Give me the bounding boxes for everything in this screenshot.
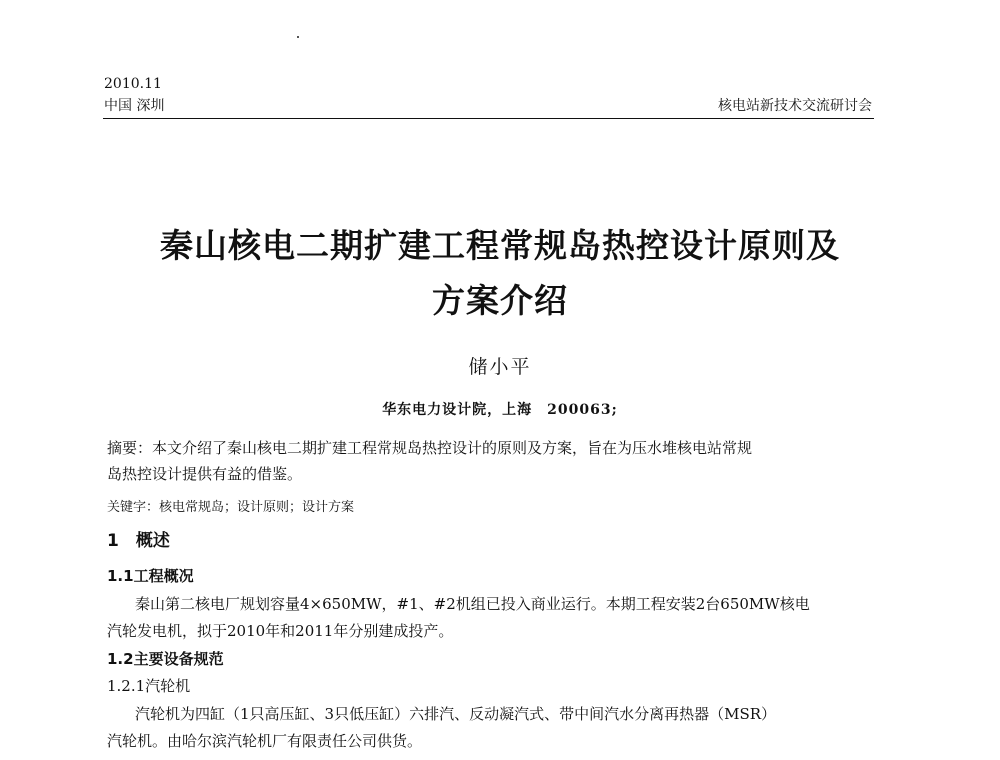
section-1-1-line2: 汽轮发电机，拟于2010年和2011年分别建成投产。	[107, 622, 454, 640]
header-location: 中国 深圳	[104, 98, 165, 114]
section-1-2-heading: 1.2主要设备规范	[107, 650, 224, 668]
scan-speck	[297, 36, 299, 38]
section-1-1-heading: 1.1工程概况	[107, 567, 194, 585]
paper-title-line1: 秦山核电二期扩建工程常规岛热控设计原则及	[160, 226, 840, 265]
affiliation: 华东电力设计院，上海 200063;	[382, 402, 618, 418]
paper-title-line2: 方案介绍	[432, 281, 568, 320]
section-1-2-1-line2: 汽轮机。由哈尔滨汽轮机厂有限责任公司供货。	[107, 732, 423, 750]
header-rule	[103, 118, 874, 119]
section-1-1-line1: 秦山第二核电厂规划容量4×650MW，#1、#2机组已投入商业运行。本期工程安装2台650MW核电	[135, 595, 810, 613]
author: 储小平	[468, 356, 532, 378]
section-1-2-1-heading: 1.2.1汽轮机	[107, 677, 191, 695]
section-1-2-1-line1: 汽轮机为四缸（1只高压缸、3只低压缸）六排汽、反动凝汽式、带中间汽水分离再热器（MSR）	[135, 705, 777, 723]
header-conference: 核电站新技术交流研讨会	[718, 98, 872, 114]
keywords: 关键字：核电常规岛；设计原则；设计方案	[107, 500, 355, 515]
header-date: 2010.11	[104, 76, 162, 92]
abstract-line1: 摘要：本文介绍了秦山核电二期扩建工程常规岛热控设计的原则及方案，旨在为压水堆核电站常规	[107, 439, 753, 457]
section-1-heading: 1 概述	[107, 531, 170, 551]
abstract-line2: 岛热控设计提供有益的借鉴。	[107, 465, 303, 483]
